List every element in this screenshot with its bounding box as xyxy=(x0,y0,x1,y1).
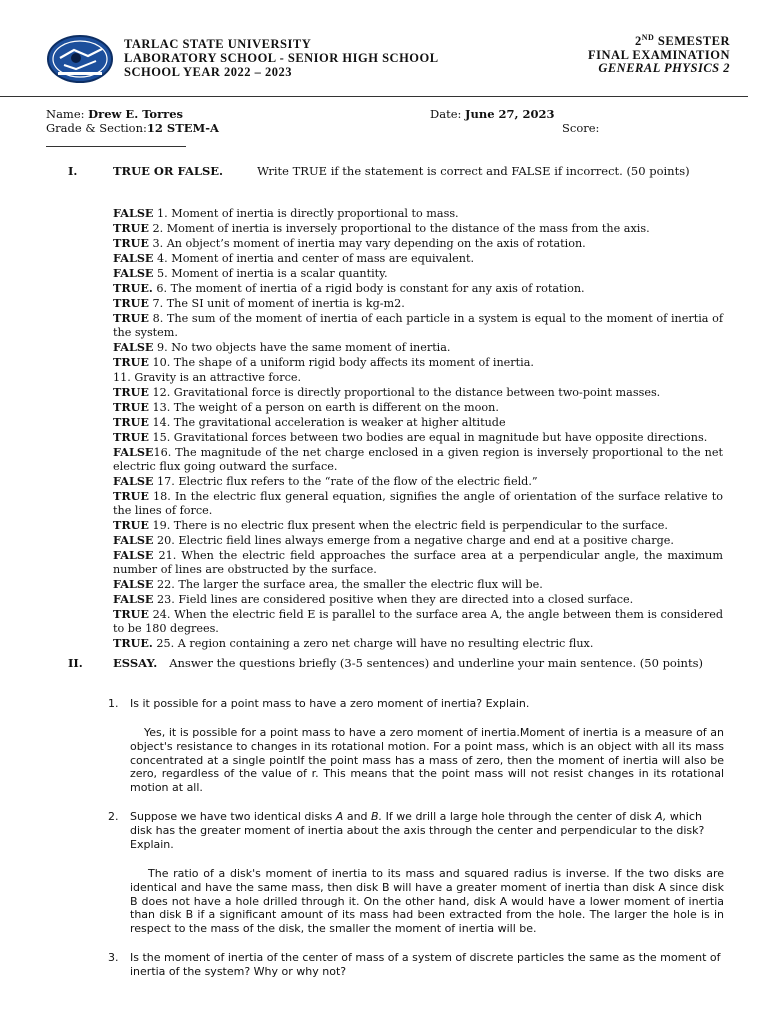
true-false-items xyxy=(113,206,723,651)
tf-item-15: TRUE 15. Gravitational forces between two bodies are equal in magnitude but have opposite directions. xyxy=(113,430,708,444)
tf-item-23: FALSE 23. Field lines are considered positive when they are directed into a closed surface. xyxy=(113,592,634,606)
tf-item-8: TRUE 8. The sum of the moment of inertia of each particle in a system is equal to the moment of inertia of the system. xyxy=(113,311,723,339)
tf-item-12: TRUE 12. Gravitational force is directly proportional to the distance between two-point masses. xyxy=(113,385,661,399)
section-2-title: ESSAY. xyxy=(113,656,158,670)
tf-item-22: FALSE 22. The larger the surface area, the smaller the electric flux will be. xyxy=(113,577,543,591)
essay-question-3: 3. Is the moment of inertia of the center of mass of a system of discrete particles the same as the moment of inertia of the system? Why or why not? xyxy=(108,951,721,978)
tf-item-20: FALSE 20. Electric field lines always emerge from a negative charge and end at a positive charge. xyxy=(113,533,674,547)
tf-item-2: TRUE 2. Moment of inertia is inversely proportional to the distance of the mass from the axis. xyxy=(113,221,650,235)
section-2-instructions: Answer the questions briefly (3-5 sentences) and underline your main sentence. (50 points) xyxy=(169,656,703,670)
tf-item-19: TRUE 19. There is no electric flux present when the electric field is perpendicular to the surface. xyxy=(113,518,668,532)
name-field: Name: Drew E. Torres xyxy=(46,107,184,121)
tf-item-3: TRUE 3. An object’s moment of inertia may vary depending on the axis of rotation. xyxy=(113,236,586,250)
university-logo xyxy=(46,34,114,84)
exam-header xyxy=(588,31,730,76)
tf-item-14: TRUE 14. The gravitational acceleration is weaker at higher altitude xyxy=(113,415,506,429)
tf-item-18: TRUE 18. In the electric flux general equation, signifies the angle of orientation of the surface relative to the lines of force. xyxy=(113,489,723,517)
section-1-title: TRUE OR FALSE. xyxy=(113,164,224,178)
score-blank-line xyxy=(46,146,186,147)
tf-item-16: FALSE16. The magnitude of the net charge enclosed in a given region is inversely proportional to the net electric flux going outward the surface. xyxy=(113,445,723,473)
score-label: Score: xyxy=(562,121,600,135)
school-year: SCHOOL YEAR 2022 – 2023 xyxy=(124,65,293,79)
section-1-header xyxy=(113,164,723,178)
tf-item-1: FALSE 1. Moment of inertia is directly proportional to mass. xyxy=(113,206,459,220)
tf-item-21: FALSE 21. When the electric field approaches the surface area at a perpendicular angle, the maximum number of lines are obstructed by the surface. xyxy=(113,548,723,576)
tf-item-11: 11. Gravity is an attractive force. xyxy=(113,371,302,384)
school-name: LABORATORY SCHOOL - SENIOR HIGH SCHOOL xyxy=(124,51,439,65)
section-1-number: I. xyxy=(68,164,78,178)
essay-answer-1: Yes, it is possible for a point mass to have a zero moment of inertia.Moment of inertia is a measure of an object's resistance to changes in its rotational motion. For a point mass, which is an object with all its mass concentrated at a single pointIf the point mass has a mass of zero, then the moment of inertia will also be zero, regardless of the value of r. This means that the point mass will not resist changes in its rotational motion at all. xyxy=(130,726,724,795)
tf-item-25: TRUE. 25. A region containing a zero net charge will have no resulting electric flux. xyxy=(113,636,594,650)
tf-item-5: FALSE 5. Moment of inertia is a scalar quantity. xyxy=(113,266,388,280)
date-field: Date: June 27, 2023 xyxy=(430,107,555,121)
grade-section: 12 STEM-A xyxy=(146,121,219,135)
semester-label: 2ND SEMESTER xyxy=(634,33,730,49)
exam-date: June 27, 2023 xyxy=(465,107,555,121)
school-header xyxy=(124,37,439,79)
essay-question-2: 2. Suppose we have two identical disks A and B. If we drill a large hole through the center of disk A, which disk has the greater moment of inertia about the axis through the center and perpendicular to the disk? Explain. xyxy=(108,810,705,851)
university-name: TARLAC STATE UNIVERSITY xyxy=(124,37,312,51)
grade-field: Grade & Section:12 STEM-A xyxy=(46,121,219,135)
section-2-number: II. xyxy=(68,656,83,670)
section-2-header xyxy=(113,656,723,670)
essay-question-1: 1. Is it possible for a point mass to have a zero moment of inertia? Explain. xyxy=(108,697,530,710)
tf-item-6: TRUE. 6. The moment of inertia of a rigid body is constant for any axis of rotation. xyxy=(113,281,585,295)
section-1-instructions: Write TRUE if the statement is correct and FALSE if incorrect. (50 points) xyxy=(257,164,690,178)
tf-item-13: TRUE 13. The weight of a person on earth is different on the moon. xyxy=(113,400,499,414)
student-name: Drew E. Torres xyxy=(88,107,184,121)
tf-item-10: TRUE 10. The shape of a uniform rigid body affects its moment of inertia. xyxy=(113,355,534,369)
tf-item-7: TRUE 7. The SI unit of moment of inertia is kg-m2. xyxy=(113,296,405,310)
essay-answer-2: The ratio of a disk's moment of inertia to its mass and squared radius is inverse. If the two disks are identical and have the same mass, then disk B will have a greater moment of inertia than disk A since disk B does not have a hole drilled through it. On the other hand, disk A would have a lower moment of inertia than disk B if a significant amount of its mass had been extracted from the hole. The larger the hole is in respect to the mass of the disk, the smaller the moment of inertia will be. xyxy=(130,867,724,936)
exam-title: FINAL EXAMINATION xyxy=(588,47,730,62)
tf-item-17: FALSE 17. Electric flux refers to the “rate of the flow of the electric field.” xyxy=(113,474,538,488)
tf-item-4: FALSE 4. Moment of inertia and center of mass are equivalent. xyxy=(113,251,475,265)
tf-item-9: FALSE 9. No two objects have the same moment of inertia. xyxy=(113,340,451,354)
tf-item-24: TRUE 24. When the electric field E is parallel to the surface area A, the angle between them is considered to be 180 degrees. xyxy=(113,607,723,635)
subject-title: GENERAL PHYSICS 2 xyxy=(598,61,730,76)
header-divider xyxy=(0,96,748,97)
